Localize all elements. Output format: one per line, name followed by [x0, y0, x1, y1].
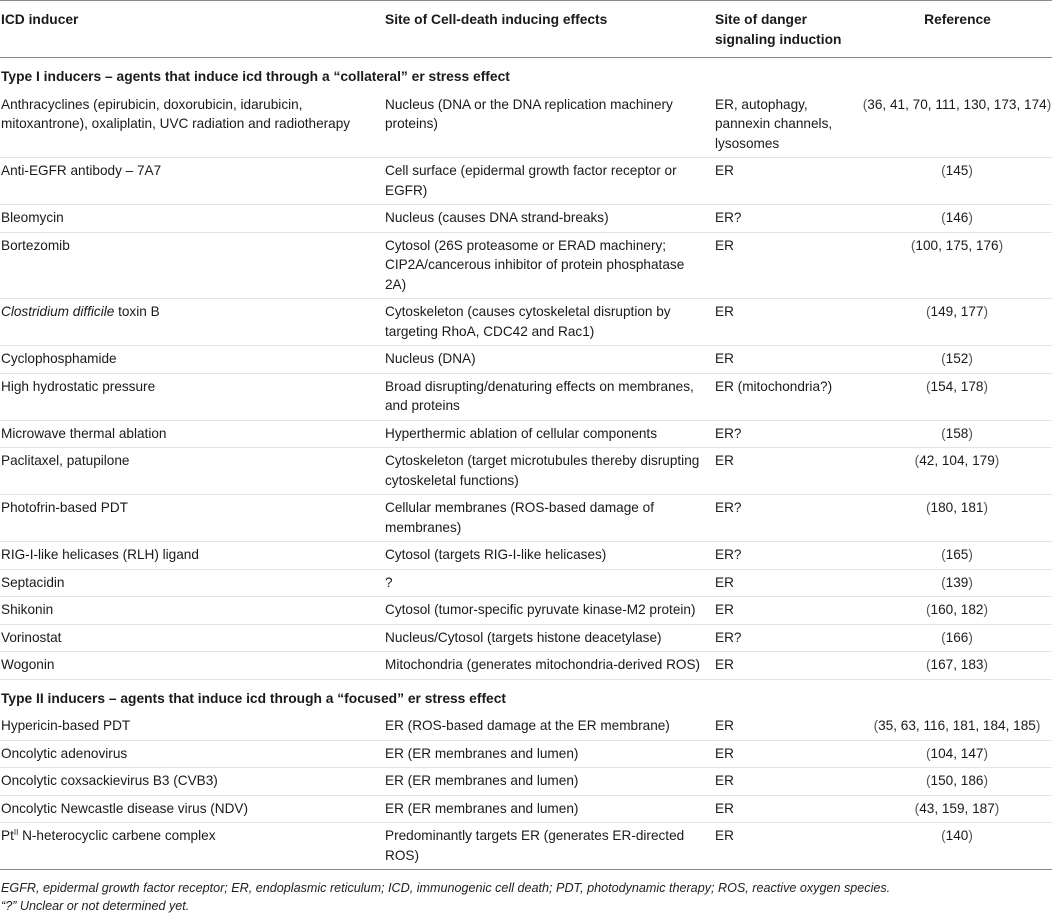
cell-site-effects: Nucleus (causes DNA strand-breaks) [384, 205, 714, 233]
ref-close-paren: ) [968, 425, 973, 441]
ref-citations[interactable]: 150, 186 [930, 773, 984, 788]
table-row [0, 624, 1052, 652]
ref-close-paren: ) [994, 453, 1000, 468]
cell-inducer: Oncolytic adenovirus [0, 740, 384, 768]
cell-inducer: Microwave thermal ablation [0, 420, 384, 448]
ref-citations[interactable]: 42, 104, 179 [919, 453, 995, 468]
ref-close-paren: ) [968, 210, 973, 225]
ref-close-paren: ) [983, 378, 988, 394]
table-row [0, 768, 1052, 796]
ref-citations[interactable]: 139 [945, 574, 969, 590]
cell-reference [862, 768, 1052, 796]
ref-open-paren: ( [910, 237, 916, 253]
table-row [0, 158, 1052, 205]
ref-open-paren: ( [926, 500, 931, 515]
ref-close-paren: ) [998, 237, 1004, 253]
ref-open-paren: ( [926, 304, 931, 319]
ref-open-paren: ( [941, 425, 946, 441]
cell-site-danger: ER [714, 713, 862, 740]
ref-close-paren: ) [983, 657, 988, 672]
table-row [0, 373, 1052, 420]
cell-site-danger: ER [714, 740, 862, 768]
ref-open-paren: ( [862, 96, 868, 112]
cell-inducer: Oncolytic coxsackievirus B3 (CVB3) [0, 768, 384, 796]
cell-site-effects: Cell surface (epidermal growth factor receptor or EGFR) [384, 158, 714, 205]
ref-close-paren: ) [983, 602, 988, 617]
table-body [0, 58, 1052, 870]
ref-close-paren: ) [1035, 718, 1041, 733]
cell-site-danger: ER [714, 448, 862, 495]
section-title: Type I inducers – agents that induce icd through a “collateral” er stress effect [1, 69, 510, 84]
cell-reference [862, 373, 1052, 420]
ref-close-paren: ) [968, 828, 973, 843]
ref-close-paren: ) [968, 547, 973, 562]
table-row [0, 713, 1052, 740]
cell-reference [862, 542, 1052, 570]
ref-close-paren: ) [983, 500, 988, 515]
cell-reference [862, 597, 1052, 625]
table-header [0, 1, 1052, 58]
cell-site-danger: ER [714, 823, 862, 870]
cell-inducer: Septacidin [0, 569, 384, 597]
header-site-effects: Site of Cell-death inducing effects [385, 12, 608, 27]
ref-close-paren: ) [968, 629, 973, 645]
cell-site-effects: Hyperthermic ablation of cellular components [384, 420, 714, 448]
ref-citations[interactable]: 43, 159, 187 [919, 800, 995, 816]
cell-reference [862, 232, 1052, 299]
cell-site-danger: ER? [714, 420, 862, 448]
table-row [0, 346, 1052, 374]
ref-citations[interactable]: 36, 41, 70, 111, 130, 173, 174 [867, 96, 1047, 112]
cell-reference [862, 92, 1052, 158]
header-inducer: ICD inducer [1, 12, 79, 27]
cell-site-danger: ER [714, 597, 862, 625]
cell-site-effects: Predominantly targets ER (generates ER-directed ROS) [384, 823, 714, 870]
ref-open-paren: ( [941, 210, 946, 225]
ref-open-paren: ( [914, 453, 920, 468]
table-row [0, 448, 1052, 495]
ref-citations[interactable]: 166 [945, 629, 969, 645]
ref-open-paren: ( [941, 574, 946, 590]
cell-site-danger: ER [714, 569, 862, 597]
ref-citations[interactable]: 167, 183 [930, 657, 984, 672]
cell-site-effects: Cytoskeleton (target microtubules thereby disrupting cytoskeletal functions) [384, 448, 714, 495]
cell-reference [862, 158, 1052, 205]
table-row [0, 205, 1052, 233]
cell-reference [862, 569, 1052, 597]
ref-close-paren: ) [994, 800, 1000, 816]
table-row [0, 795, 1052, 823]
cell-reference [862, 652, 1052, 680]
ref-citations[interactable]: 104, 147 [930, 745, 984, 761]
cell-inducer: Hypericin-based PDT [0, 713, 384, 740]
ref-citations[interactable]: 154, 178 [930, 378, 984, 394]
cell-site-danger: ER [714, 232, 862, 299]
ref-citations[interactable]: 160, 182 [930, 602, 984, 617]
table-row [0, 823, 1052, 870]
cell-site-effects: ? [384, 569, 714, 597]
cell-reference [862, 420, 1052, 448]
ref-citations[interactable]: 35, 63, 116, 181, 184, 185 [878, 718, 1036, 733]
table-row [0, 420, 1052, 448]
ref-open-paren: ( [926, 378, 931, 394]
table-row [0, 652, 1052, 680]
cell-site-danger: ER [714, 795, 862, 823]
cell-reference [862, 495, 1052, 542]
table-row [0, 569, 1052, 597]
ref-close-paren: ) [968, 163, 973, 178]
ref-citations[interactable]: 100, 175, 176 [915, 237, 999, 253]
cell-site-danger: ER? [714, 495, 862, 542]
cell-reference [862, 448, 1052, 495]
cell-site-effects: Cytoskeleton (causes cytoskeletal disruption by targeting RhoA, CDC42 and Rac1) [384, 299, 714, 346]
ref-citations[interactable]: 149, 177 [930, 304, 984, 319]
cell-inducer [0, 299, 384, 346]
ref-citations[interactable]: 140 [945, 828, 969, 843]
ref-close-paren: ) [983, 304, 988, 319]
ref-open-paren: ( [873, 718, 879, 733]
section-heading-type-1 [0, 58, 1052, 92]
table-row [0, 597, 1052, 625]
cell-reference [862, 299, 1052, 346]
cell-site-danger: ER [714, 346, 862, 374]
cell-site-effects: Cytosol (26S proteasome or ERAD machinery; CIP2A/cancerous inhibitor of protein phosphatase 2A) [384, 232, 714, 299]
cell-site-effects: Nucleus/Cytosol (targets histone deacetylase) [384, 624, 714, 652]
cell-site-danger: ER [714, 652, 862, 680]
cell-inducer: Paclitaxel, patupilone [0, 448, 384, 495]
cell-reference [862, 823, 1052, 870]
inducer-name-rest: N-heterocyclic carbene complex [18, 828, 216, 843]
cell-site-effects: Cytosol (tumor-specific pyruvate kinase-M2 protein) [384, 597, 714, 625]
cell-site-danger: ER? [714, 205, 862, 233]
cell-site-effects: ER (ER membranes and lumen) [384, 768, 714, 796]
cell-inducer: Wogonin [0, 652, 384, 680]
cell-inducer: Oncolytic Newcastle disease virus (NDV) [0, 795, 384, 823]
footnote-question-mark: “?” Unclear or not determined yet. [1, 899, 190, 913]
cell-inducer: RIG-I-like helicases (RLH) ligand [0, 542, 384, 570]
ref-open-paren: ( [941, 828, 946, 843]
section-heading-type-2 [0, 679, 1052, 713]
cell-site-effects: Mitochondria (generates mitochondria-derived ROS) [384, 652, 714, 680]
ref-open-paren: ( [941, 351, 946, 366]
footnote-abbreviations: EGFR, epidermal growth factor receptor; ER, endoplasmic reticulum; ICD, immunogenic cell death; PDT, photodynamic therapy; ROS, reactive oxygen species. [1, 881, 891, 895]
ref-open-paren: ( [926, 657, 931, 672]
cell-reference [862, 346, 1052, 374]
cell-site-effects: ER (ROS-based damage at the ER membrane) [384, 713, 714, 740]
cell-site-effects: Broad disrupting/denaturing effects on membranes, and proteins [384, 373, 714, 420]
inducer-italic-name: Clostridium difficile [1, 304, 115, 319]
table-row [0, 232, 1052, 299]
ref-citations[interactable]: 180, 181 [930, 500, 984, 515]
inducer-name-rest: toxin B [114, 304, 160, 319]
ref-open-paren: ( [926, 773, 931, 788]
cell-site-danger: ER? [714, 542, 862, 570]
cell-site-effects: Nucleus (DNA) [384, 346, 714, 374]
cell-inducer [0, 823, 384, 870]
table-row [0, 542, 1052, 570]
cell-site-effects: Nucleus (DNA or the DNA replication machinery proteins) [384, 92, 714, 158]
ref-citations[interactable]: 158 [945, 425, 969, 441]
inducer-superscript: II [13, 828, 19, 837]
cell-inducer: High hydrostatic pressure [0, 373, 384, 420]
cell-inducer: Bleomycin [0, 205, 384, 233]
ref-close-paren: ) [968, 351, 973, 366]
cell-inducer: Photofrin-based PDT [0, 495, 384, 542]
cell-site-danger: ER [714, 158, 862, 205]
ref-open-paren: ( [914, 800, 920, 816]
header-reference: Reference [924, 12, 991, 27]
ref-open-paren: ( [941, 163, 946, 178]
cell-inducer: Anti-EGFR antibody – 7A7 [0, 158, 384, 205]
cell-reference [862, 713, 1052, 740]
ref-citations[interactable]: 165 [945, 547, 969, 562]
cell-site-danger: ER [714, 299, 862, 346]
cell-site-effects: ER (ER membranes and lumen) [384, 795, 714, 823]
cell-site-danger: ER, autophagy, pannexin channels, lysosomes [714, 92, 862, 158]
cell-site-effects: Cellular membranes (ROS-based damage of membranes) [384, 495, 714, 542]
cell-site-danger: ER? [714, 624, 862, 652]
ref-citations[interactable]: 146 [945, 210, 969, 225]
cell-inducer: Shikonin [0, 597, 384, 625]
ref-citations[interactable]: 152 [945, 351, 969, 366]
ref-open-paren: ( [941, 629, 946, 645]
inducer-name-prefix: Pt [1, 828, 14, 843]
ref-close-paren: ) [968, 574, 973, 590]
cell-site-danger: ER (mitochondria?) [714, 373, 862, 420]
table-footnote [0, 870, 1052, 915]
ref-close-paren: ) [983, 773, 988, 788]
cell-site-danger: ER [714, 768, 862, 796]
table-row [0, 299, 1052, 346]
ref-close-paren: ) [983, 745, 988, 761]
section-title: Type II inducers – agents that induce icd through a “focused” er stress effect [1, 690, 506, 706]
ref-open-paren: ( [926, 745, 931, 761]
cell-inducer: Cyclophosphamide [0, 346, 384, 374]
cell-site-effects: Cytosol (targets RIG-I-like helicases) [384, 542, 714, 570]
table-row [0, 92, 1052, 158]
ref-open-paren: ( [941, 547, 946, 562]
cell-reference [862, 624, 1052, 652]
cell-inducer: Bortezomib [0, 232, 384, 299]
table-row [0, 495, 1052, 542]
cell-inducer: Anthracyclines (epirubicin, doxorubicin, idarubicin, mitoxantrone), oxaliplatin, UVC radiation and radiotherapy [0, 92, 384, 158]
ref-open-paren: ( [926, 602, 931, 617]
cell-site-effects: ER (ER membranes and lumen) [384, 740, 714, 768]
cell-reference [862, 740, 1052, 768]
header-site-danger: Site of danger signaling induction [715, 12, 842, 47]
ref-citations[interactable]: 145 [945, 163, 969, 178]
table-row [0, 740, 1052, 768]
cell-reference [862, 205, 1052, 233]
cell-reference [862, 795, 1052, 823]
cell-inducer: Vorinostat [0, 624, 384, 652]
ref-close-paren: ) [1046, 96, 1052, 112]
